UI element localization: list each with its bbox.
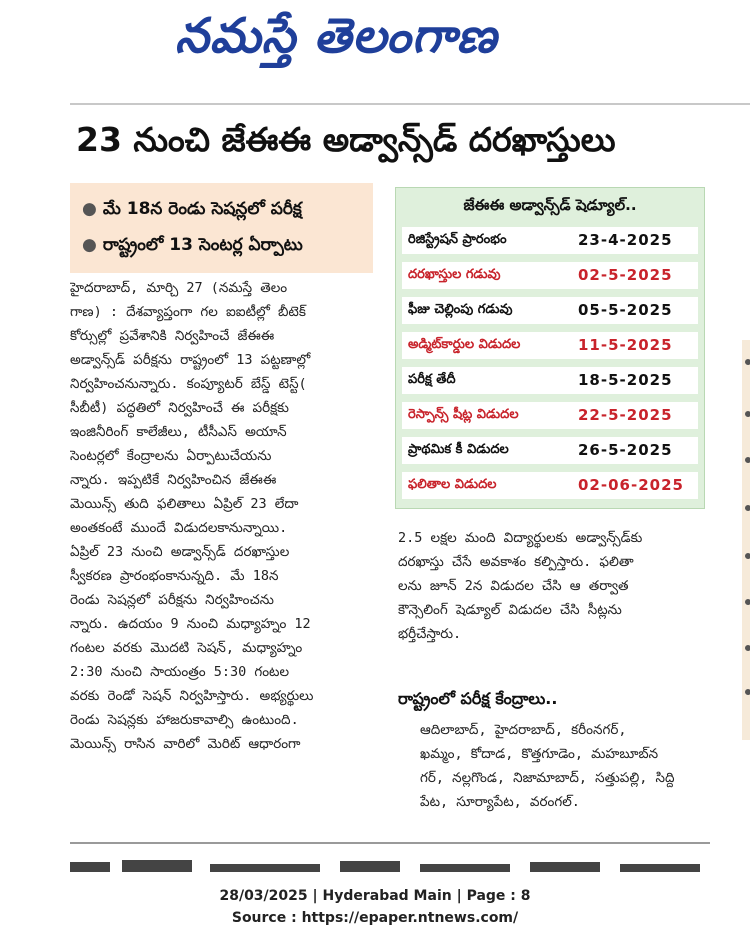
body-line: నిర్వహించనున్నారు. కంప్యూటర్ బేస్డ్ టెస్ట్( (70, 376, 307, 392)
body-line: సెంటర్లలో కేంద్రాలను ఏర్పాటుచేయను (70, 448, 272, 464)
body-line: లను జూన్ 2న విడుదల చేసి ఆ తర్వాత (398, 578, 629, 594)
schedule-row (402, 367, 698, 394)
article-headline: 23 నుంచి జేఈఈ అడ్వాన్స్‌డ్ దరఖాస్తులు (76, 120, 616, 159)
schedule-event: రిజిస్ట్రేషన్ ప్రారంభం (408, 232, 507, 247)
schedule-date: 22-5-2025 (578, 406, 673, 424)
bullet-icon: ● (82, 235, 97, 255)
centres-heading: రాష్ట్రంలో పరీక్ష కేంద్రాలు.. (398, 689, 558, 708)
schedule-date: 05-5-2025 (578, 301, 673, 319)
schedule-event: పరీక్ష తేదీ (408, 372, 456, 387)
centres-line: ఖమ్మం, కోదాడ, కొత్తగూడెం, మహబూబ్‌న (420, 746, 659, 762)
body-line: వరకు రెండో సెషన్ నిర్వహిస్తారు. అభ్యర్థులు (70, 688, 314, 704)
schedule-row (402, 402, 698, 429)
body-line: దరఖాస్తు చేసే అవకాశం కల్పిస్తారు. ఫలితా (398, 554, 634, 570)
body-line: మెయిన్స్ రాసిన వారిలో మెరిట్ ఆధారంగా (70, 736, 301, 752)
body-line: న్నారు. ఉదయం 9 నుంచి మధ్యాహ్నం 12 (70, 616, 311, 632)
body-line: భర్తీచేస్తారు. (398, 626, 462, 642)
body-line: అడ్వాన్స్‌డ్ పరీక్షను రాష్ట్రంలో 13 పట్టణాల్లో (70, 352, 311, 368)
body-line: రెండు సెషన్లలో పరీక్షను నిర్వహించను (70, 592, 274, 608)
body-line: 2:30 నుంచి సాయంత్రం 5:30 గంటల (70, 664, 290, 680)
schedule-date: 02-5-2025 (578, 266, 673, 284)
adjacent-column-edge (738, 340, 750, 740)
masthead (0, 0, 750, 92)
body-line: గంటల వరకు మొదటి సెషన్, మధ్యాహ్నం (70, 640, 303, 656)
bottom-divider (70, 842, 710, 844)
body-line: అంతకంటే ముందే విడుదలకానున్నాయి. (70, 520, 288, 536)
body-line: కోర్సుల్లో ప్రవేశానికి నిర్వహించే జేఈఈ (70, 328, 275, 344)
cropped-text-graphic (70, 858, 710, 874)
centres-line: పేట, సూర్యాపేట, వరంగల్. (420, 794, 580, 810)
highlight-item: ● మే 18న రెండు సెషన్లలో పరీక్ష (82, 199, 302, 219)
body-line: కౌన్సెలింగ్ షెడ్యూల్ విడుదల చేసి సీట్లను (398, 602, 622, 618)
highlights-box (70, 183, 373, 273)
schedule-event: అడ్మిట్‌కార్డుల విడుదల (408, 337, 521, 352)
body-line: న్నారు. ఇప్పటికే నిర్వహించిన జేఈఈ (70, 472, 277, 488)
edition-info: 28/03/2025 | Hyderabad Main | Page : 8 (219, 888, 531, 904)
schedule-row (402, 437, 698, 464)
schedule-date: 23-4-2025 (578, 231, 673, 249)
schedule-date: 02-06-2025 (578, 476, 684, 494)
centres-line: ఆదిలాబాద్, హైదరాబాద్, కరీంనగర్, (420, 722, 627, 738)
schedule-event: ఫీజు చెల్లింపు గడువు (408, 302, 513, 317)
schedule-event: ఫలితాల విడుదల (408, 477, 497, 492)
schedule-row (402, 262, 698, 289)
schedule-row (402, 227, 698, 254)
schedule-row (402, 472, 698, 499)
source-link[interactable]: Source : https://epaper.ntnews.com/ (231, 910, 519, 926)
centres-line: గర్, నల్లగొండ, నిజామాబాద్, సత్తుపల్లి, సిద్ది (420, 770, 675, 786)
body-line: మెయిన్స్ తుది ఫలితాలు ఏప్రిల్ 23 లేదా (70, 496, 299, 512)
centres-list (420, 718, 712, 814)
article-continuation (398, 526, 708, 646)
top-divider (70, 103, 750, 105)
highlight-item: ● రాష్ట్రంలో 13 సెంటర్ల ఏర్పాటు (82, 235, 303, 255)
body-line: హైదరాబాద్, మార్చి 27 (నమస్తే తెలం (70, 280, 288, 296)
cropped-next-headline (70, 858, 710, 874)
bullet-icon: ● (82, 199, 97, 219)
schedule-row (402, 332, 698, 359)
schedule-date: 18-5-2025 (578, 371, 673, 389)
schedule-date: 26-5-2025 (578, 441, 673, 459)
schedule-event: దరఖాస్తుల గడువు (408, 267, 501, 282)
schedule-title: జేఈఈ అడ్వాన్స్‌డ్ షెడ్యూల్.. (463, 196, 637, 214)
newspaper-logo: నమస్తే తెలంగాణ (175, 8, 498, 64)
schedule-table (395, 187, 705, 509)
schedule-row (402, 297, 698, 324)
body-line: ఇంజినీరింగ్ కాలేజీలు, టీసీఎస్ అయాన్ (70, 424, 287, 440)
article-body (70, 276, 375, 756)
body-line: సీబీటీ) పద్ధతిలో నిర్వహించే ఈ పరీక్షకు (70, 400, 289, 416)
schedule-date: 11-5-2025 (578, 336, 673, 354)
body-line: రెండు సెషన్లకు హాజరుకావాల్సి ఉంటుంది. (70, 712, 299, 728)
body-line: స్వీకరణ ప్రారంభంకానున్నది. మే 18న (70, 568, 279, 584)
body-line: ఏప్రిల్ 23 నుంచి అడ్వాన్స్‌డ్ దరఖాస్తుల (70, 544, 290, 560)
schedule-event: ప్రాథమిక కీ విడుదల (408, 442, 509, 457)
body-line: గాణ) : దేశవ్యాప్తంగా గల ఐఐటీల్లో బీటెక్ (70, 304, 306, 320)
schedule-event: రెస్పాన్స్ షీట్ల విడుదల (408, 407, 519, 422)
body-line: 2.5 లక్షల మంది విద్యార్థులకు అడ్వాన్స్‌డ్‌కు (398, 530, 643, 546)
